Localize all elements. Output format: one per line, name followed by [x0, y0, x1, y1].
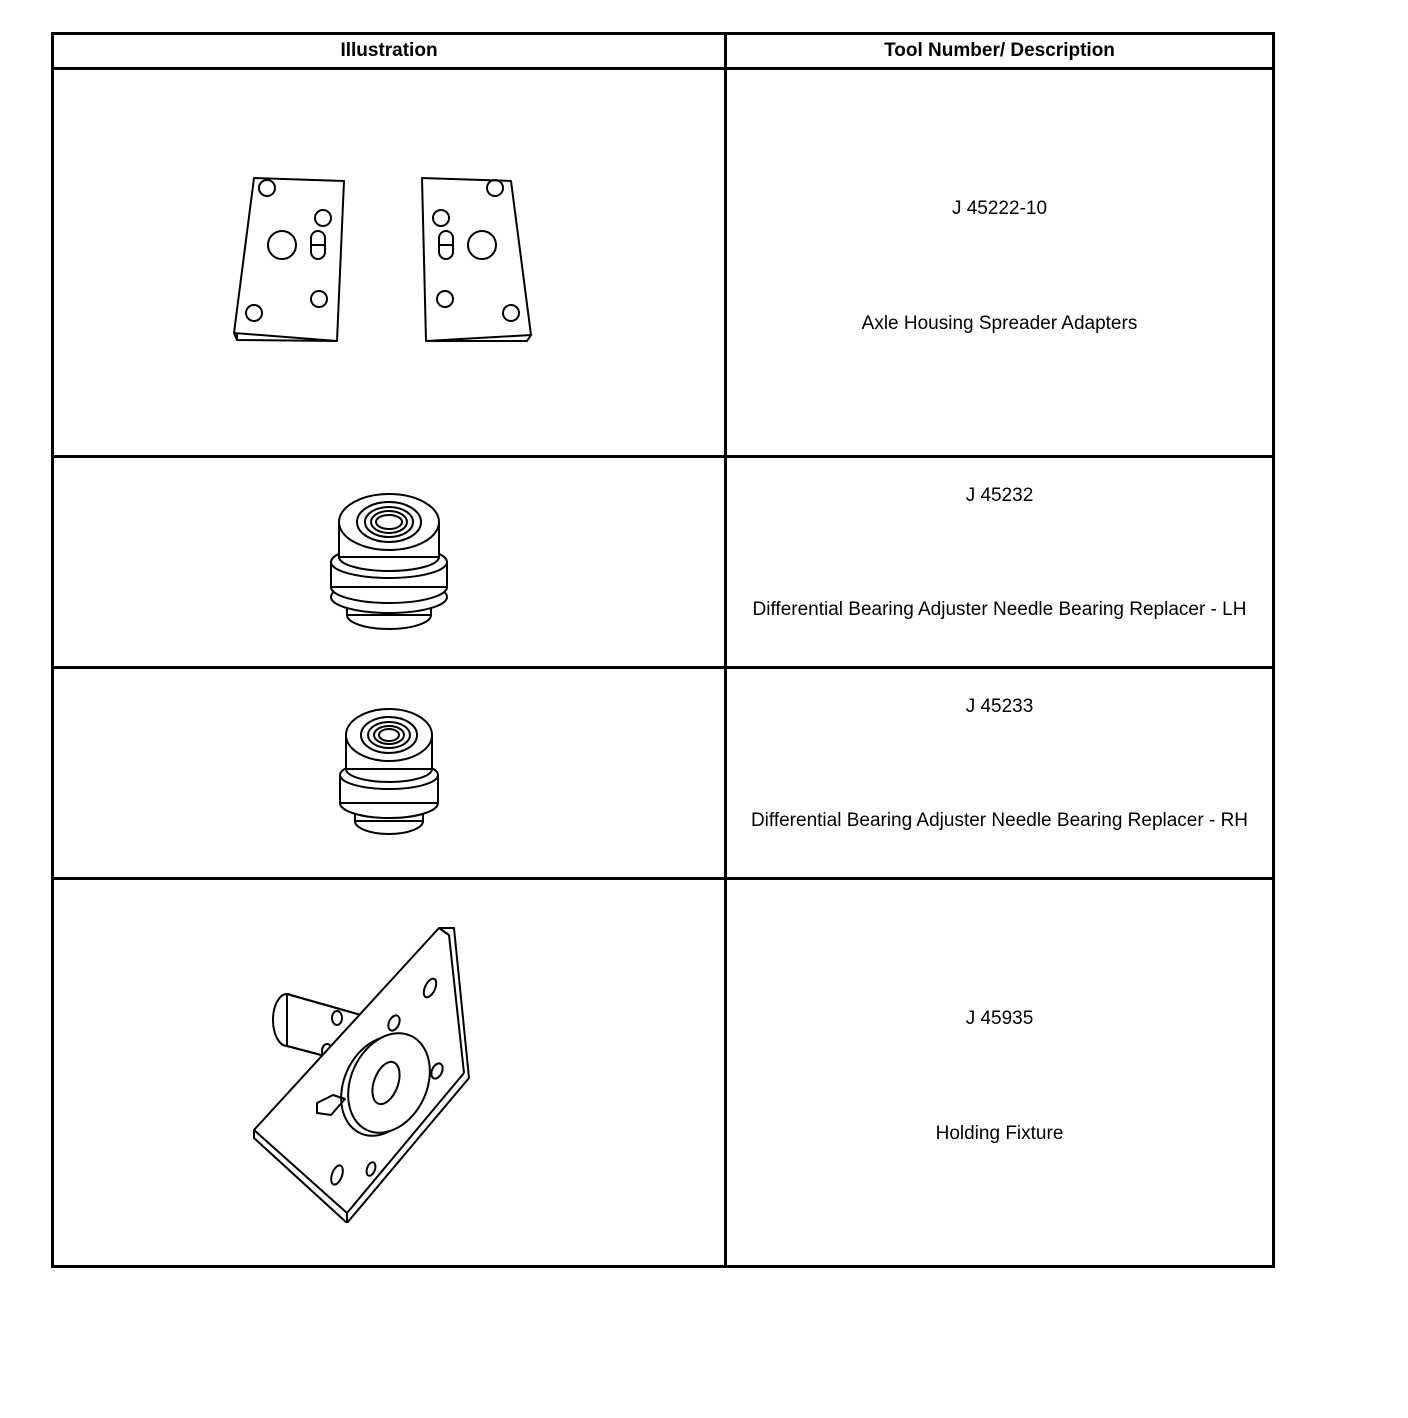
description-cell	[726, 457, 1274, 668]
needle-bearing-replacer-rh-illustration	[334, 703, 444, 843]
needle-bearing-replacer-lh-illustration	[324, 487, 454, 637]
illustration-cell	[53, 457, 726, 668]
header-tool-description: Tool Number/ Description	[726, 34, 1274, 69]
illustration-cell	[53, 879, 726, 1267]
header-row	[53, 34, 1274, 69]
illustration-cell	[53, 668, 726, 879]
tool-number: J 45232	[965, 485, 1034, 506]
table-row	[53, 668, 1274, 879]
description-cell	[726, 879, 1274, 1267]
description-cell	[726, 69, 1274, 457]
tool-number: J 45222-10	[951, 198, 1048, 219]
tool-description: Axle Housing Spreader Adapters	[861, 313, 1138, 334]
spreader-adapters-illustration	[229, 173, 549, 353]
description-cell	[726, 668, 1274, 879]
tool-description: Holding Fixture	[935, 1123, 1064, 1144]
tool-number: J 45233	[965, 696, 1034, 717]
tools-table	[51, 32, 1275, 1268]
table-row	[53, 457, 1274, 668]
table-row	[53, 69, 1274, 457]
tool-description: Differential Bearing Adjuster Needle Bearing Replacer - LH	[752, 599, 1247, 620]
header-illustration: Illustration	[53, 34, 726, 69]
holding-fixture-illustration	[249, 923, 529, 1223]
illustration-cell	[53, 69, 726, 457]
table-row	[53, 879, 1274, 1267]
tool-description: Differential Bearing Adjuster Needle Bearing Replacer - RH	[750, 810, 1249, 831]
tool-number: J 45935	[965, 1008, 1034, 1029]
